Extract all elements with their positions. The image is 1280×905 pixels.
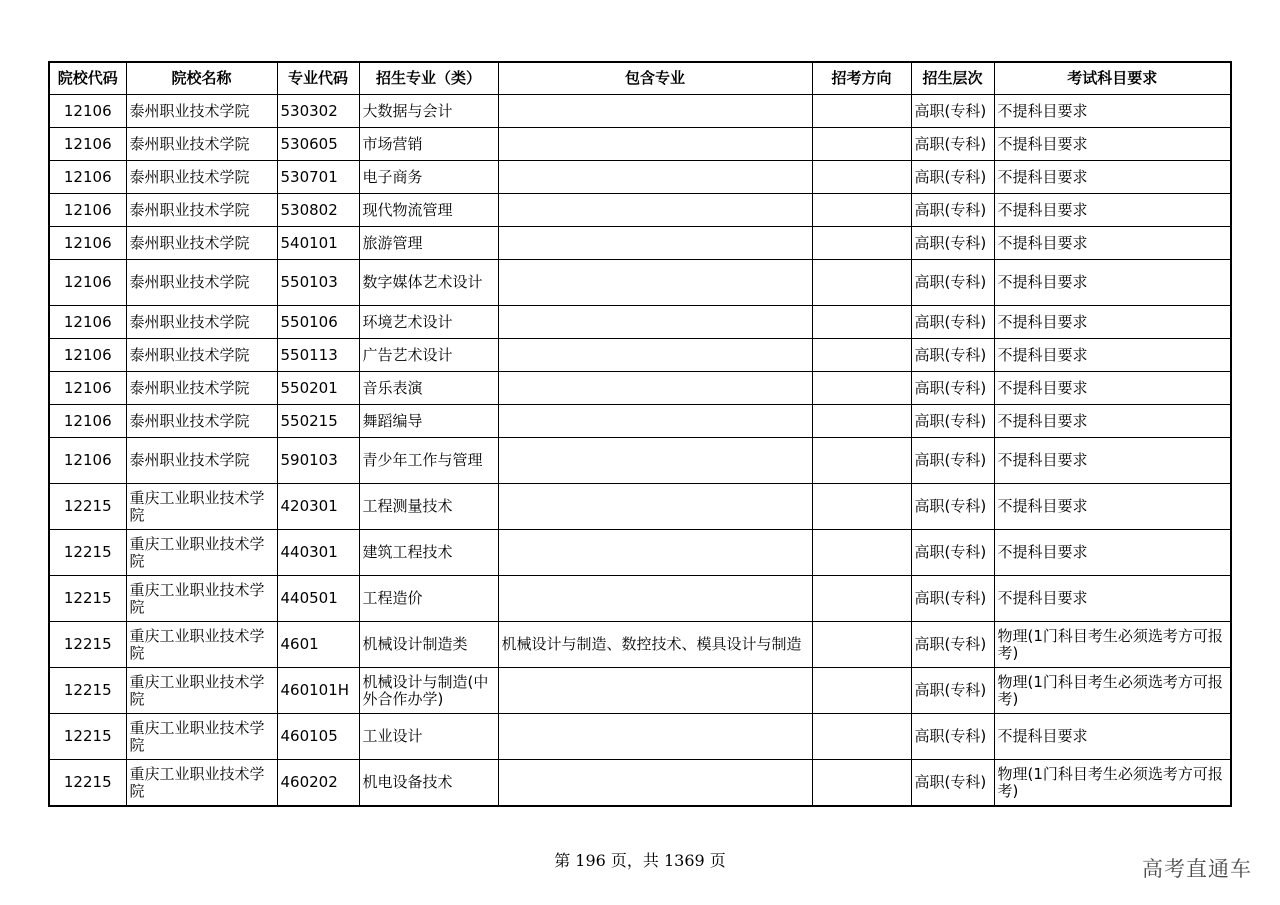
table-cell: 12106: [49, 194, 126, 227]
table-cell: 泰州职业技术学院: [126, 194, 277, 227]
table-cell: 不提科目要求: [994, 161, 1231, 194]
table-cell: 高职(专科): [911, 668, 994, 714]
table-cell: [812, 405, 911, 438]
table-cell: [812, 760, 911, 807]
table-cell: [498, 714, 812, 760]
table-cell: [498, 306, 812, 339]
table-cell: 550113: [277, 339, 359, 372]
table-cell: 460105: [277, 714, 359, 760]
table-cell: [498, 668, 812, 714]
table-cell: 机电设备技术: [359, 760, 498, 807]
table-cell: 泰州职业技术学院: [126, 405, 277, 438]
table-cell: 4601: [277, 622, 359, 668]
table-cell: 12215: [49, 668, 126, 714]
table-cell: 不提科目要求: [994, 95, 1231, 128]
table-cell: 舞蹈编导: [359, 405, 498, 438]
table-cell: [812, 622, 911, 668]
table-cell: 530605: [277, 128, 359, 161]
table-cell: [812, 339, 911, 372]
table-cell: [498, 405, 812, 438]
column-header: 院校名称: [126, 62, 277, 95]
table-cell: 泰州职业技术学院: [126, 161, 277, 194]
table-cell: 高职(专科): [911, 530, 994, 576]
table-cell: 不提科目要求: [994, 128, 1231, 161]
column-header: 招考方向: [812, 62, 911, 95]
table-cell: 12215: [49, 622, 126, 668]
table-cell: [812, 260, 911, 306]
column-header: 院校代码: [49, 62, 126, 95]
table-cell: 机械设计与制造、数控技术、模具设计与制造: [498, 622, 812, 668]
table-cell: [498, 161, 812, 194]
table-cell: [812, 95, 911, 128]
table-cell: 不提科目要求: [994, 339, 1231, 372]
watermark-text: 高考直通车: [1142, 857, 1252, 881]
table-cell: 不提科目要求: [994, 227, 1231, 260]
table-cell: 530802: [277, 194, 359, 227]
table-cell: 市场营销: [359, 128, 498, 161]
table-cell: 泰州职业技术学院: [126, 260, 277, 306]
table-cell: [812, 227, 911, 260]
table-cell: 高职(专科): [911, 372, 994, 405]
table-cell: 高职(专科): [911, 227, 994, 260]
table-cell: 12106: [49, 227, 126, 260]
table-cell: 550106: [277, 306, 359, 339]
table-cell: 12106: [49, 306, 126, 339]
table-cell: 550215: [277, 405, 359, 438]
table-cell: 高职(专科): [911, 95, 994, 128]
table-row: [49, 161, 1231, 194]
table-cell: [498, 438, 812, 484]
table-row: [49, 530, 1231, 576]
table-cell: [812, 306, 911, 339]
table-cell: [812, 372, 911, 405]
table-cell: 泰州职业技术学院: [126, 306, 277, 339]
table-cell: 高职(专科): [911, 306, 994, 339]
table-cell: 物理(1门科目考生必须选考方可报考): [994, 760, 1231, 807]
table-cell: 12215: [49, 530, 126, 576]
table-cell: 环境艺术设计: [359, 306, 498, 339]
table-row: [49, 306, 1231, 339]
table-row: [49, 576, 1231, 622]
table-cell: 12215: [49, 484, 126, 530]
table-cell: 重庆工业职业技术学院: [126, 668, 277, 714]
table-cell: 530302: [277, 95, 359, 128]
table-cell: 物理(1门科目考生必须选考方可报考): [994, 622, 1231, 668]
table-cell: 高职(专科): [911, 760, 994, 807]
table-cell: [812, 530, 911, 576]
table-cell: 不提科目要求: [994, 530, 1231, 576]
table-row: [49, 95, 1231, 128]
table-cell: 高职(专科): [911, 405, 994, 438]
table-cell: [498, 339, 812, 372]
table-cell: 高职(专科): [911, 260, 994, 306]
enrollment-table: [48, 61, 1232, 807]
table-cell: 12215: [49, 576, 126, 622]
table-cell: [498, 260, 812, 306]
table-cell: 物理(1门科目考生必须选考方可报考): [994, 668, 1231, 714]
table-cell: 重庆工业职业技术学院: [126, 576, 277, 622]
table-row: [49, 714, 1231, 760]
table-cell: 泰州职业技术学院: [126, 128, 277, 161]
table-cell: 重庆工业职业技术学院: [126, 530, 277, 576]
table-cell: 旅游管理: [359, 227, 498, 260]
table-row: [49, 405, 1231, 438]
table-row: [49, 438, 1231, 484]
table-cell: [498, 227, 812, 260]
table-cell: 不提科目要求: [994, 194, 1231, 227]
table-cell: 12106: [49, 95, 126, 128]
column-header: 专业代码: [277, 62, 359, 95]
table-cell: 不提科目要求: [994, 405, 1231, 438]
table-cell: 12215: [49, 714, 126, 760]
table-cell: [812, 668, 911, 714]
table-cell: 工业设计: [359, 714, 498, 760]
table-cell: [498, 530, 812, 576]
table-cell: [498, 95, 812, 128]
table-cell: 高职(专科): [911, 622, 994, 668]
table-cell: 不提科目要求: [994, 306, 1231, 339]
table-cell: 青少年工作与管理: [359, 438, 498, 484]
table-cell: [498, 484, 812, 530]
table-cell: 12215: [49, 760, 126, 807]
table-cell: 不提科目要求: [994, 714, 1231, 760]
table-cell: 440301: [277, 530, 359, 576]
table-cell: 420301: [277, 484, 359, 530]
table-cell: 现代物流管理: [359, 194, 498, 227]
table-cell: [812, 484, 911, 530]
page-number-footer: 第 196 页，共 1369 页: [554, 851, 726, 870]
column-header: 包含专业: [498, 62, 812, 95]
table-cell: 重庆工业职业技术学院: [126, 622, 277, 668]
table-cell: 建筑工程技术: [359, 530, 498, 576]
table-cell: 不提科目要求: [994, 438, 1231, 484]
table-row: [49, 194, 1231, 227]
table-cell: 高职(专科): [911, 161, 994, 194]
column-header: 招生专业（类）: [359, 62, 498, 95]
table-cell: 550103: [277, 260, 359, 306]
table-cell: 460202: [277, 760, 359, 807]
table-cell: 12106: [49, 438, 126, 484]
table-cell: 泰州职业技术学院: [126, 227, 277, 260]
table-cell: 高职(专科): [911, 484, 994, 530]
table-cell: [498, 760, 812, 807]
column-header: 招生层次: [911, 62, 994, 95]
table-cell: [812, 438, 911, 484]
table-cell: 泰州职业技术学院: [126, 372, 277, 405]
table-cell: 高职(专科): [911, 714, 994, 760]
table-cell: 12106: [49, 260, 126, 306]
table-row: [49, 668, 1231, 714]
table-cell: 不提科目要求: [994, 372, 1231, 405]
table-cell: 不提科目要求: [994, 484, 1231, 530]
table-cell: 机械设计与制造(中外合作办学): [359, 668, 498, 714]
table-row: [49, 339, 1231, 372]
table-cell: 460101H: [277, 668, 359, 714]
table-cell: 440501: [277, 576, 359, 622]
table-cell: [812, 161, 911, 194]
table-cell: 高职(专科): [911, 438, 994, 484]
table-cell: 泰州职业技术学院: [126, 438, 277, 484]
table-row: [49, 760, 1231, 807]
table-row: [49, 128, 1231, 161]
table-cell: 590103: [277, 438, 359, 484]
table-header-row: [49, 62, 1231, 95]
table-cell: 数字媒体艺术设计: [359, 260, 498, 306]
table-row: [49, 484, 1231, 530]
table-cell: 高职(专科): [911, 576, 994, 622]
table-cell: 12106: [49, 372, 126, 405]
table-cell: 重庆工业职业技术学院: [126, 714, 277, 760]
table-cell: 550201: [277, 372, 359, 405]
table-cell: 广告艺术设计: [359, 339, 498, 372]
table-cell: [498, 128, 812, 161]
table-cell: 工程造价: [359, 576, 498, 622]
table-body: [49, 95, 1231, 807]
table-cell: [812, 194, 911, 227]
table-cell: 重庆工业职业技术学院: [126, 760, 277, 807]
table-cell: 12106: [49, 128, 126, 161]
table-cell: 12106: [49, 405, 126, 438]
table-row: [49, 622, 1231, 668]
table-cell: 重庆工业职业技术学院: [126, 484, 277, 530]
table-cell: 不提科目要求: [994, 576, 1231, 622]
table-cell: 高职(专科): [911, 128, 994, 161]
table-cell: 机械设计制造类: [359, 622, 498, 668]
table-cell: [812, 128, 911, 161]
table-cell: 泰州职业技术学院: [126, 339, 277, 372]
table-cell: 电子商务: [359, 161, 498, 194]
table-cell: 大数据与会计: [359, 95, 498, 128]
table-row: [49, 260, 1231, 306]
table-cell: 不提科目要求: [994, 260, 1231, 306]
table-cell: [498, 194, 812, 227]
table-cell: 音乐表演: [359, 372, 498, 405]
table-row: [49, 372, 1231, 405]
table-cell: 530701: [277, 161, 359, 194]
table-cell: 泰州职业技术学院: [126, 95, 277, 128]
table-cell: 12106: [49, 339, 126, 372]
column-header: 考试科目要求: [994, 62, 1231, 95]
table-cell: 540101: [277, 227, 359, 260]
table-cell: 工程测量技术: [359, 484, 498, 530]
table-cell: [498, 576, 812, 622]
table-cell: [812, 576, 911, 622]
table-cell: [812, 714, 911, 760]
table-cell: 12106: [49, 161, 126, 194]
table-cell: [498, 372, 812, 405]
table-cell: 高职(专科): [911, 339, 994, 372]
table-cell: 高职(专科): [911, 194, 994, 227]
table-row: [49, 227, 1231, 260]
